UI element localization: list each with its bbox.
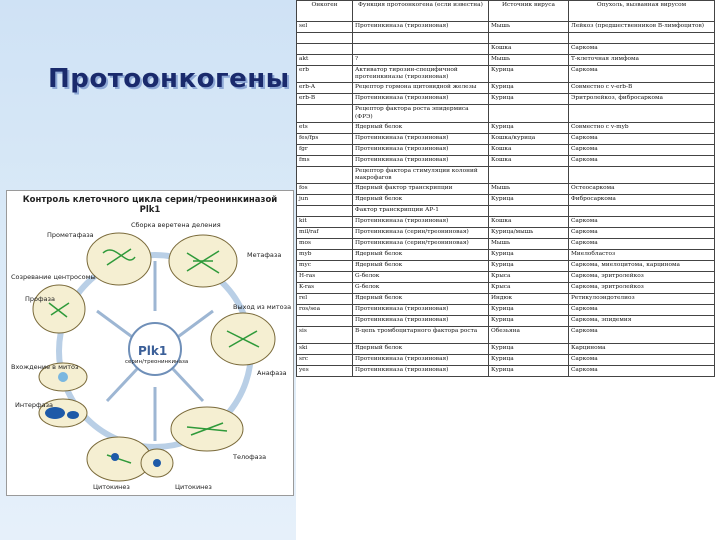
table-row bbox=[297, 105, 715, 122]
cell-oncogene: fms bbox=[297, 155, 353, 166]
cell-tumor: Совместно с v-erb-B bbox=[569, 83, 715, 94]
cell-virus-source: Мышь bbox=[489, 239, 569, 250]
cell-oncogene: akt bbox=[297, 55, 353, 66]
cell-virus-source: Кошка/курица bbox=[489, 133, 569, 144]
cell-tumor bbox=[569, 33, 715, 44]
cell-virus-source: Мышь bbox=[489, 22, 569, 33]
cell-virus-source bbox=[489, 166, 569, 183]
header-function: Функция протоонкогена (если известна) bbox=[353, 1, 489, 22]
cell-virus-source: Мышь bbox=[489, 55, 569, 66]
table-row bbox=[297, 122, 715, 133]
cell-function: Протеинкиназа (тирозиновая) bbox=[353, 316, 489, 327]
cell-oncogene: kit bbox=[297, 217, 353, 228]
label-centrosome-maturation: Созревание центросомы bbox=[11, 273, 96, 281]
cell-virus-source: Курица bbox=[489, 261, 569, 272]
cell-function: Протеинкиназа (серин/треониновая) bbox=[353, 228, 489, 239]
cell-oncogene: erb bbox=[297, 66, 353, 83]
cell-oncogene: fos bbox=[297, 184, 353, 195]
table-row bbox=[297, 66, 715, 83]
table-row bbox=[297, 239, 715, 250]
label-metaphase: Метафаза bbox=[247, 251, 282, 259]
cell-oncogene: fgr bbox=[297, 144, 353, 155]
cell-function: Фактор транскрипции АР-1 bbox=[353, 206, 489, 217]
table-row bbox=[297, 133, 715, 144]
cell-virus-source: Курица bbox=[489, 122, 569, 133]
cell-tumor bbox=[569, 105, 715, 122]
header-tumor: Опухоль, вызванная вирусом bbox=[569, 1, 715, 22]
label-mitosis-entry: Вхождение в митоз bbox=[11, 363, 79, 371]
cell-virus-source: Курица bbox=[489, 94, 569, 105]
oncogene-table bbox=[296, 0, 715, 377]
cell-function: Протеинкиназа (тирозиновая) bbox=[353, 366, 489, 377]
table-row bbox=[297, 250, 715, 261]
cell-function: Ядерный белок bbox=[353, 250, 489, 261]
cell-oncogene: mos bbox=[297, 239, 353, 250]
table-header-row bbox=[297, 1, 715, 22]
cell-tumor: Саркома bbox=[569, 228, 715, 239]
cell-oncogene: ets bbox=[297, 122, 353, 133]
table-row bbox=[297, 184, 715, 195]
cell-tumor: Лейкоз (предшественников В-лимфоцитов) bbox=[569, 22, 715, 33]
cell-function: Ядерный белок bbox=[353, 344, 489, 355]
cell-virus-source: Курица/мышь bbox=[489, 228, 569, 239]
cell-function: Протеинкиназа (тирозиновая) bbox=[353, 94, 489, 105]
cell-oncogene: H-ras bbox=[297, 272, 353, 283]
cell-virus-source: Кошка bbox=[489, 217, 569, 228]
label-cytokinesis-b: Цитокинез bbox=[175, 483, 212, 491]
cell-tumor: Саркома bbox=[569, 144, 715, 155]
table-row bbox=[297, 283, 715, 294]
cell-virus-source bbox=[489, 206, 569, 217]
cell-tumor: Саркома bbox=[569, 239, 715, 250]
cell-oncogene bbox=[297, 206, 353, 217]
cell-oncogene: rel bbox=[297, 294, 353, 305]
cell-virus-source: Кошка bbox=[489, 44, 569, 55]
header-oncogene: Онкоген bbox=[297, 1, 353, 22]
cell-function: G-белок bbox=[353, 272, 489, 283]
cell-virus-source bbox=[489, 33, 569, 44]
cell-tumor: Саркома bbox=[569, 217, 715, 228]
table-row bbox=[297, 316, 715, 327]
cell-tumor: Фибросаркома bbox=[569, 195, 715, 206]
table-row bbox=[297, 366, 715, 377]
cell-function: Рецептор гормона щитовидной железы bbox=[353, 83, 489, 94]
cell-function: G-белок bbox=[353, 283, 489, 294]
table-row bbox=[297, 44, 715, 55]
slide-title: Протоонкогены bbox=[48, 64, 290, 94]
cell-function: Протеинкиназа (тирозиновая) bbox=[353, 144, 489, 155]
cell-tumor: Саркома bbox=[569, 66, 715, 83]
table-row bbox=[297, 305, 715, 316]
cell-function bbox=[353, 33, 489, 44]
cell-virus-source: Крыса bbox=[489, 272, 569, 283]
oncogene-table-panel bbox=[296, 0, 720, 540]
table-row bbox=[297, 272, 715, 283]
cell-oncogene: src bbox=[297, 355, 353, 366]
label-mitosis-exit: Выход из митоза bbox=[233, 303, 292, 311]
cell-virus-source: Индюк bbox=[489, 294, 569, 305]
cell-oncogene: K-ras bbox=[297, 283, 353, 294]
cell-virus-source: Мышь bbox=[489, 184, 569, 195]
cell-virus-source: Курица bbox=[489, 250, 569, 261]
cell-virus-source: Кошка bbox=[489, 155, 569, 166]
cell-function: Протеинкиназа (тирозиновая) bbox=[353, 217, 489, 228]
cell-tumor bbox=[569, 206, 715, 217]
table-row bbox=[297, 228, 715, 239]
cell-oncogene: fes/fps bbox=[297, 133, 353, 144]
cell-tumor: Саркома bbox=[569, 305, 715, 316]
table-row bbox=[297, 327, 715, 344]
cell-virus-source bbox=[489, 105, 569, 122]
cell-oncogene: yes bbox=[297, 366, 353, 377]
cell-function: Ядерный белок bbox=[353, 195, 489, 206]
cell-function: ? bbox=[353, 55, 489, 66]
cell-tumor: Саркома bbox=[569, 155, 715, 166]
cell-oncogene: sel bbox=[297, 22, 353, 33]
cell-tumor: Саркома, миелоцитома, карцинома bbox=[569, 261, 715, 272]
cell-virus-source: Курица bbox=[489, 316, 569, 327]
table-row bbox=[297, 55, 715, 66]
cell-virus-source: Кошка bbox=[489, 144, 569, 155]
cell-virus-source: Курица bbox=[489, 305, 569, 316]
cell-tumor: Саркома bbox=[569, 44, 715, 55]
cell-function bbox=[353, 44, 489, 55]
cell-virus-source: Курица bbox=[489, 366, 569, 377]
table-row bbox=[297, 22, 715, 33]
cell-virus-source: Курица bbox=[489, 66, 569, 83]
label-prometaphase: Прометафаза bbox=[47, 231, 94, 239]
cell-virus-source: Курица bbox=[489, 344, 569, 355]
cell-oncogene: erb-A bbox=[297, 83, 353, 94]
diagram-title: Контроль клеточного цикла серин/треонинкиназой Plk1 bbox=[22, 195, 278, 215]
table-row bbox=[297, 155, 715, 166]
table-row bbox=[297, 217, 715, 228]
cell-function: Ядерный белок bbox=[353, 294, 489, 305]
cell-oncogene: erb-B bbox=[297, 94, 353, 105]
table-row bbox=[297, 206, 715, 217]
table-row bbox=[297, 195, 715, 206]
cell-tumor bbox=[569, 166, 715, 183]
cell-function: Протеинкиназа (тирозиновая) bbox=[353, 305, 489, 316]
table-row bbox=[297, 83, 715, 94]
cell-oncogene: mil/raf bbox=[297, 228, 353, 239]
cell-function: Ядерный белок bbox=[353, 122, 489, 133]
cell-function: Протеинкиназа (тирозиновая) bbox=[353, 155, 489, 166]
cell-function: В-цепь тромбоцитарного фактора роста bbox=[353, 327, 489, 344]
cell-tumor: Эритролейкоз, фибросаркома bbox=[569, 94, 715, 105]
cell-function: Протеинкиназа (серин/треониновая) bbox=[353, 239, 489, 250]
cell-function: Рецептор фактора роста эпидермиса (ФРЭ) bbox=[353, 105, 489, 122]
label-cytokinesis-a: Цитокинез bbox=[93, 483, 130, 491]
cell-tumor: Саркома, эритролейкоз bbox=[569, 272, 715, 283]
cell-oncogene bbox=[297, 105, 353, 122]
plk1-label: Plk1 bbox=[138, 344, 168, 358]
label-spindle-assembly: Сборка веретена деления bbox=[131, 221, 221, 229]
cell-function: Рецептор фактора стимуляции колоний макрофагов bbox=[353, 166, 489, 183]
plk1-sublabel: серин/треонинкиназа bbox=[125, 359, 189, 365]
cell-cycle-diagram bbox=[6, 190, 294, 496]
cell-oncogene: jun bbox=[297, 195, 353, 206]
table-row bbox=[297, 94, 715, 105]
header-virus-source: Источник вируса bbox=[489, 1, 569, 22]
table-row bbox=[297, 166, 715, 183]
table-row bbox=[297, 294, 715, 305]
table-row bbox=[297, 261, 715, 272]
cell-tumor: Саркома bbox=[569, 327, 715, 344]
label-anaphase: Анафаза bbox=[257, 369, 287, 377]
cell-tumor: Саркома, эпидемия bbox=[569, 316, 715, 327]
cell-oncogene bbox=[297, 316, 353, 327]
cell-function: Активатор тирозин-специфичной протеинкиназы (тирозиновая) bbox=[353, 66, 489, 83]
cell-tumor: Совместно с v-myb bbox=[569, 122, 715, 133]
cell-tumor: Остеосаркома bbox=[569, 184, 715, 195]
cell-tumor: Саркома, эритролейкоз bbox=[569, 283, 715, 294]
label-telophase: Телофаза bbox=[233, 453, 267, 461]
cell-oncogene: sis bbox=[297, 327, 353, 344]
cell-oncogene: ros/sea bbox=[297, 305, 353, 316]
label-prophase: Профаза bbox=[25, 295, 55, 303]
table-row bbox=[297, 144, 715, 155]
cell-tumor: Карцинома bbox=[569, 344, 715, 355]
cell-oncogene bbox=[297, 44, 353, 55]
cell-virus-source: Курица bbox=[489, 195, 569, 206]
cell-virus-source: Обезьяна bbox=[489, 327, 569, 344]
cell-virus-source: Крыса bbox=[489, 283, 569, 294]
cell-function: Протеинкиназа (тирозиновая) bbox=[353, 355, 489, 366]
cell-oncogene bbox=[297, 33, 353, 44]
cell-function: Ядерный фактор транскрипции bbox=[353, 184, 489, 195]
cell-oncogene: ski bbox=[297, 344, 353, 355]
cell-tumor: Ретикулоэндотелиоз bbox=[569, 294, 715, 305]
cell-virus-source: Курица bbox=[489, 355, 569, 366]
cell-function: Протеинкиназа (тирозиновая) bbox=[353, 22, 489, 33]
cell-function: Протеинкиназа (тирозиновая) bbox=[353, 133, 489, 144]
label-interphase: Интерфаза bbox=[15, 401, 54, 409]
cell-function: Ядерный белок bbox=[353, 261, 489, 272]
cell-oncogene bbox=[297, 166, 353, 183]
cell-tumor: Т-клеточная лимфома bbox=[569, 55, 715, 66]
cell-tumor: Саркома bbox=[569, 133, 715, 144]
cell-oncogene: myb bbox=[297, 250, 353, 261]
cell-tumor: Миелобластоз bbox=[569, 250, 715, 261]
table-row bbox=[297, 344, 715, 355]
cell-tumor: Саркома bbox=[569, 366, 715, 377]
cell-tumor: Саркома bbox=[569, 355, 715, 366]
table-row bbox=[297, 33, 715, 44]
cell-oncogene: myc bbox=[297, 261, 353, 272]
cell-virus-source: Курица bbox=[489, 83, 569, 94]
table-row bbox=[297, 355, 715, 366]
